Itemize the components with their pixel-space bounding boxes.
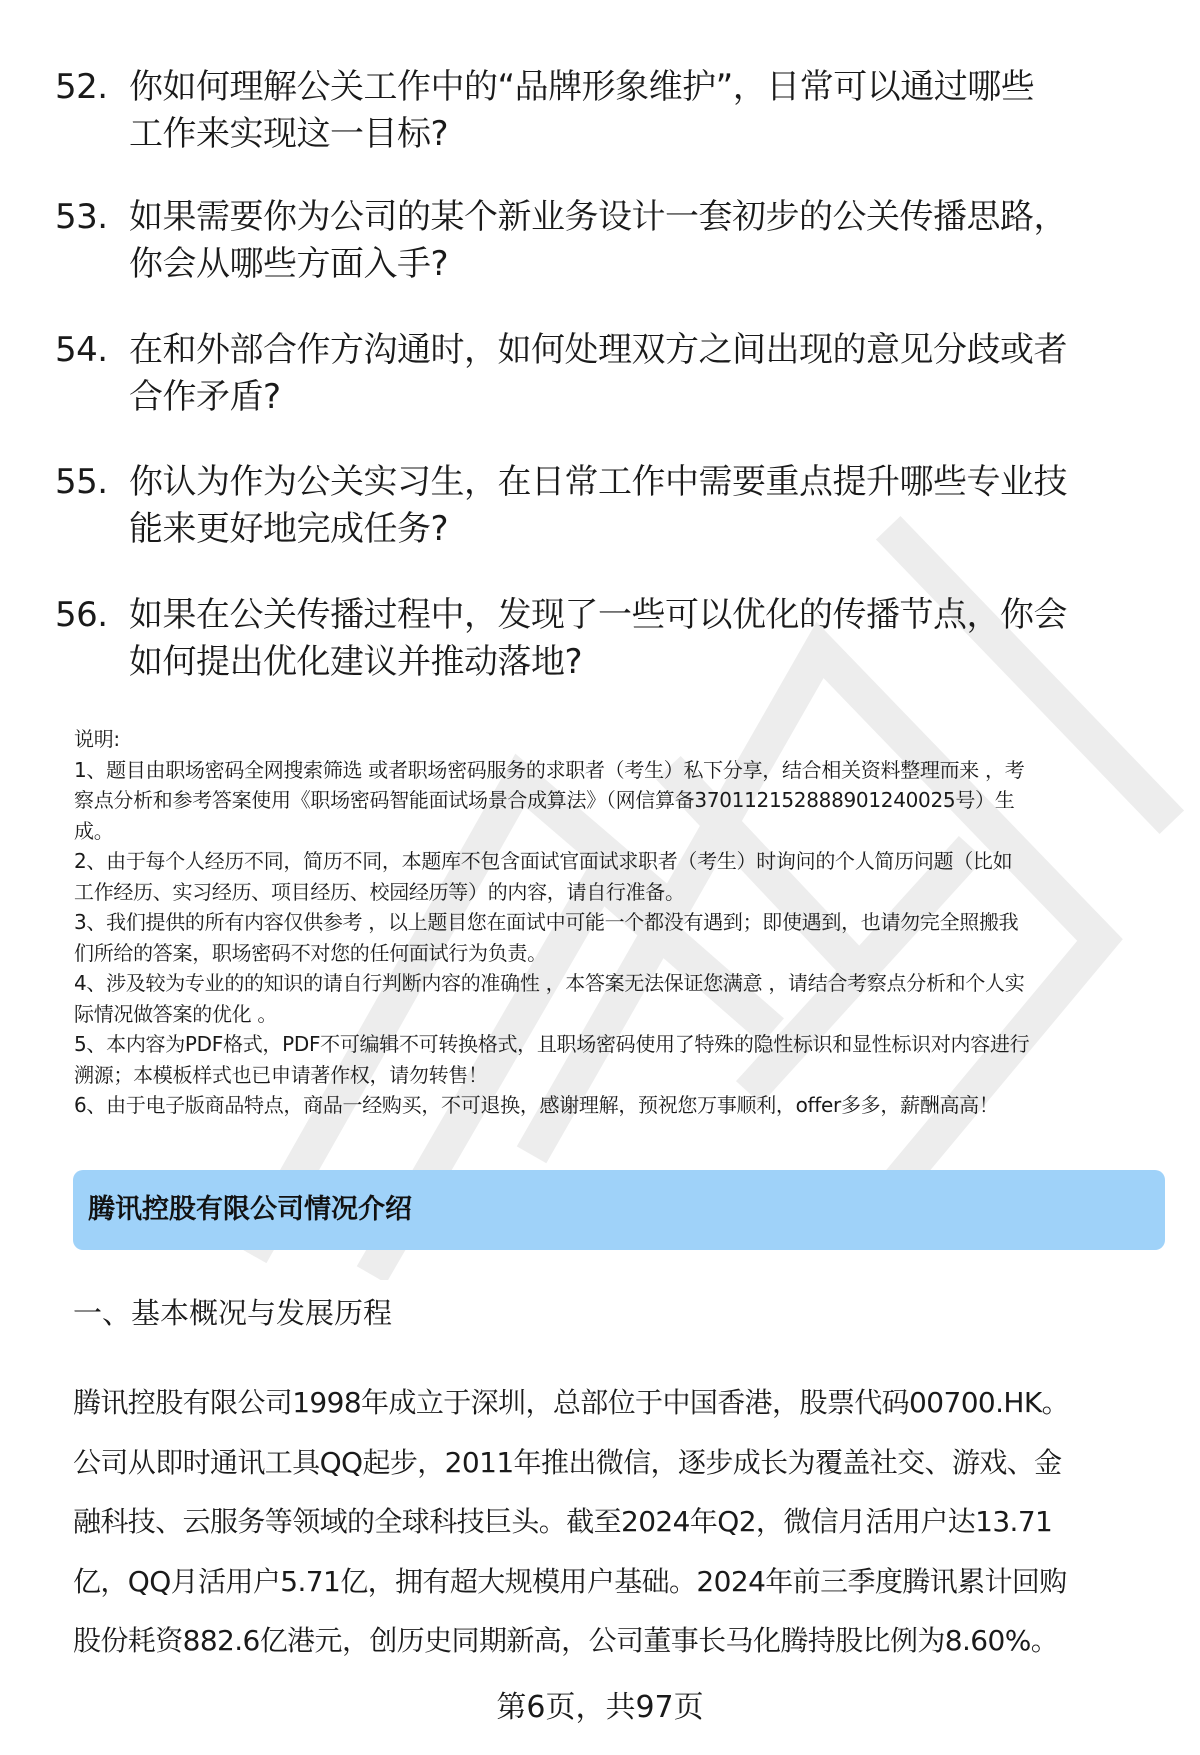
question-number: 55. [55,462,108,502]
page-number: 第6页，共97页 [496,1690,704,1725]
question-line: 合作矛盾? [129,377,281,417]
notes-line: 际情况做答案的优化 。 [74,1001,278,1026]
notes-line: 1、题目由职场密码全网搜索筛选 或者职场密码服务的求职者（考生）私下分享，结合相关资料整理而来 ，考 [74,757,1025,782]
question-number: 54. [55,330,108,370]
notes-line: 成。 [74,818,114,843]
notes-line: 工作经历、实习经历、项目经历、校园经历等）的内容，请自行准备。 [74,879,685,904]
notes-line: 4、涉及较为专业的的知识的请自行判断内容的准确性 ，本答案无法保证您满意 ，请结合考察点分析和个人实 [74,971,1025,995]
question-number: 53. [55,197,108,237]
question-item [55,327,1155,421]
company-overview-paragraph [73,1373,1163,1671]
question-item [55,64,1155,158]
question-line: 在和外部合作方沟通时，如何处理双方之间出现的意见分歧或者 [129,330,1067,370]
section-subheading: 一、基本概况与发展历程 [73,1296,393,1330]
notes-line: 察点分析和参考答案使用《职场密码智能面试场景合成算法》（网信算备370112152888901240025号）生 [74,788,1015,812]
notes-line: 6、由于电子版商品特点，商品一经购买，不可退换，感谢理解，预祝您万事顺利，offer多多，薪酬高高！ [74,1093,999,1117]
section-banner [73,1170,1165,1250]
section-title: 腾讯控股有限公司情况介绍 [88,1194,412,1225]
question-number: 56. [55,595,108,635]
question-line: 你认为作为公关实习生，在日常工作中需要重点提升哪些专业技 [129,462,1067,502]
question-line: 你会从哪些方面入手? [129,244,449,284]
question-line: 你如何理解公关工作中的“品牌形象维护”，日常可以通过哪些 [129,67,1035,107]
question-line: 工作来实现这一目标? [129,114,449,154]
question-item [55,459,1155,553]
paragraph-line: 腾讯控股有限公司1998年成立于深圳，总部位于中国香港，股票代码00700.HK。 [73,1386,1070,1419]
question-item [55,592,1155,686]
notes-title: 说明: [74,727,120,751]
question-item [55,194,1155,288]
notes-line: 溯源；本模板样式也已申请著作权，请勿转售！ [74,1062,488,1087]
paragraph-line: 股份耗资882.6亿港元，创历史同期新高，公司董事长马化腾持股比例为8.60%。 [73,1624,1059,1657]
paragraph-line: 亿，QQ月活用户5.71亿，拥有超大规模用户基础。2024年前三季度腾讯累计回购 [73,1564,1067,1598]
paragraph-line: 融科技、云服务等领域的全球科技巨头。截至2024年Q2，微信月活用户达13.71 [73,1505,1053,1538]
notes-line: 3、我们提供的所有内容仅供参考 ，以上题目您在面试中可能一个都没有遇到；即使遇到，也请勿完全照搬我 [74,910,1019,934]
notes-line: 2、由于每个人经历不同，简历不同，本题库不包含面试官面试求职者（考生）时询问的个人简历问题（比如 [74,849,1013,873]
paragraph-line: 公司从即时通讯工具QQ起步，2011年推出微信，逐步成长为覆盖社交、游戏、金 [73,1445,1062,1479]
question-line: 如果在公关传播过程中，发现了一些可以优化的传播节点，你会 [129,595,1067,635]
question-line: 如何提出优化建议并推动落地? [129,642,583,682]
question-line: 如果需要你为公司的某个新业务设计一套初步的公关传播思路， [129,197,1067,237]
notes-line: 5、本内容为PDF格式，PDF不可编辑不可转换格式，且职场密码使用了特殊的隐性标识和显性标识对内容进行 [74,1032,1030,1056]
question-number: 52. [55,67,108,107]
disclaimer-notes [74,724,1164,1121]
question-line: 能来更好地完成任务? [129,509,449,549]
notes-line: 们所给的答案，职场密码不对您的任何面试行为负责。 [74,940,547,965]
